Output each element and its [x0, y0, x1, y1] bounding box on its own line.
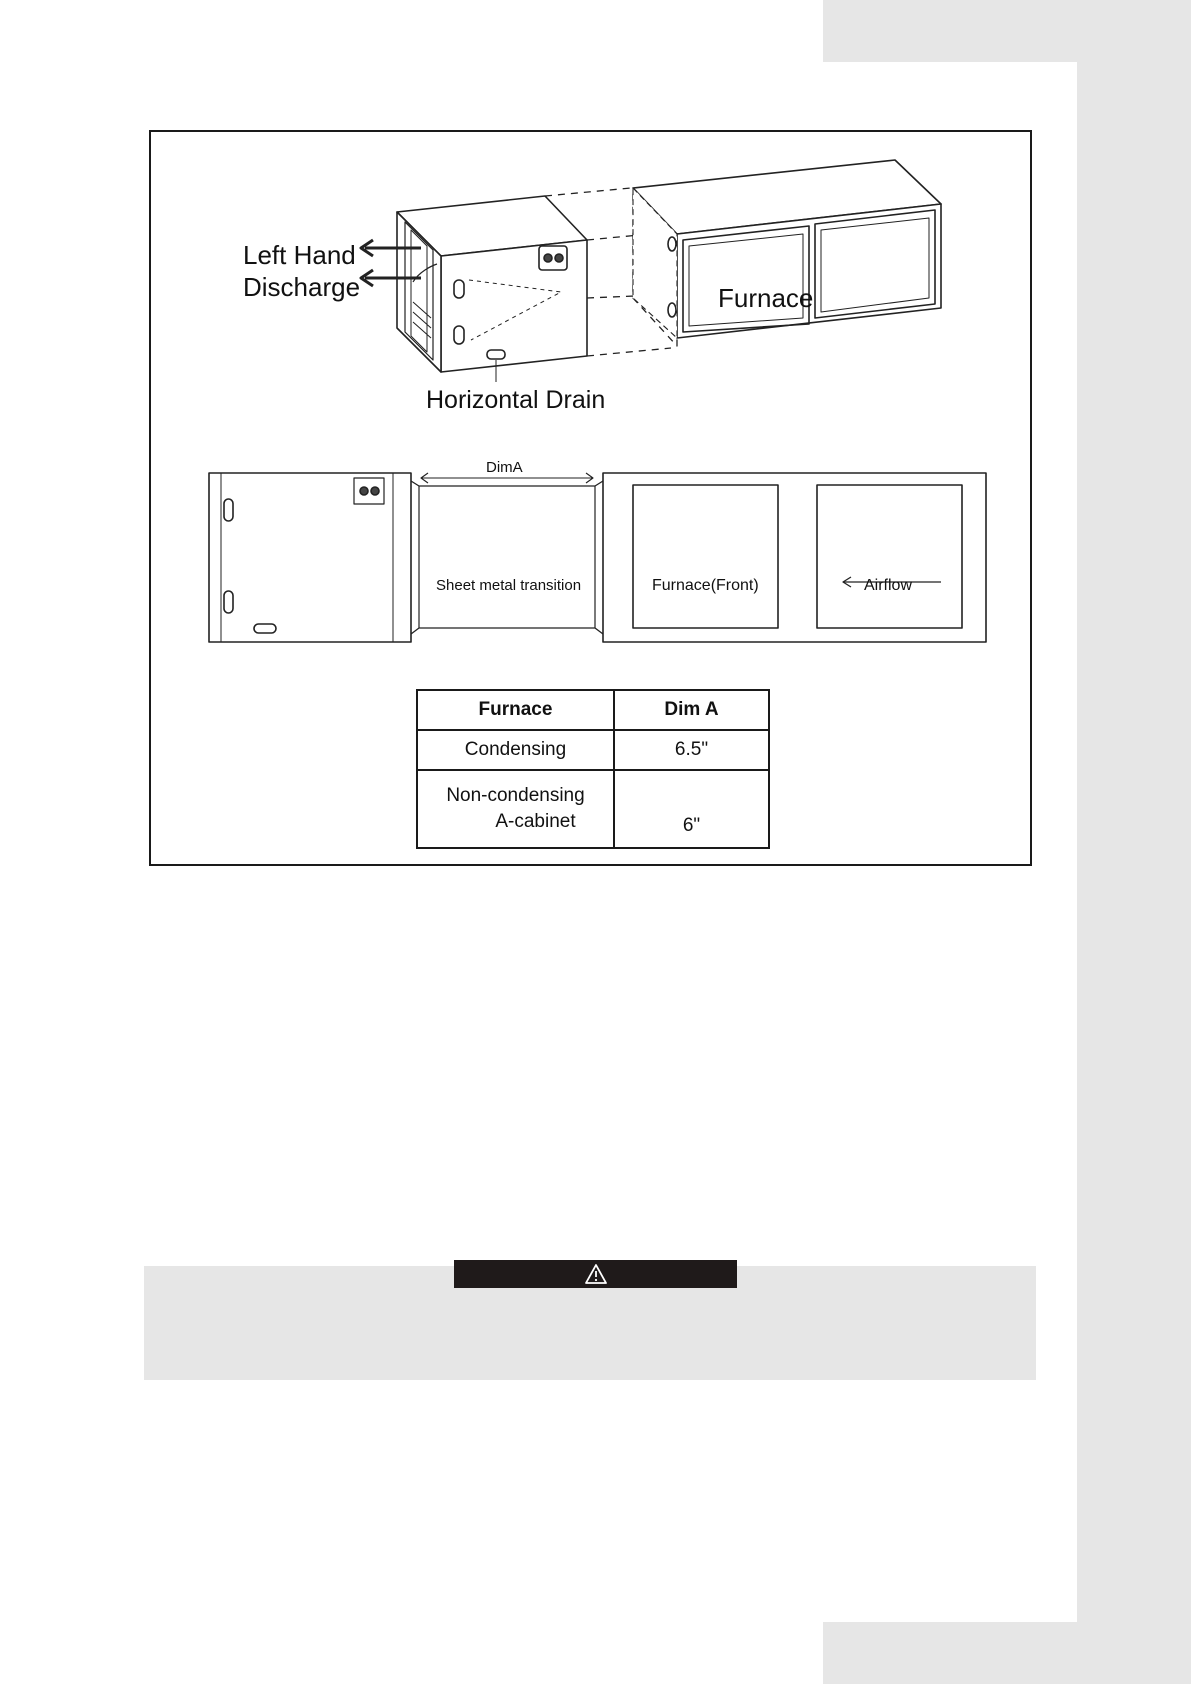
sheet-metal-transition-label: Sheet metal transition	[436, 577, 582, 594]
dim-a-table	[416, 689, 770, 849]
side-view-schematic	[209, 473, 986, 642]
left-hand-discharge-label-line1: Left Hand	[243, 240, 356, 270]
table-cell-furnace: Condensing	[417, 730, 614, 770]
installation-figure	[149, 130, 1032, 866]
table-header-row	[417, 690, 769, 730]
table-row	[417, 770, 769, 848]
table-header-dim-a: Dim A	[614, 690, 769, 730]
table-cell-furnace-line2: A-cabinet	[495, 811, 576, 832]
dim-a-label: DimA	[486, 459, 523, 476]
furnace-label: Furnace	[718, 283, 814, 313]
warning-header-bar	[454, 1260, 737, 1288]
table-header-furnace: Furnace	[417, 690, 614, 730]
table-cell-furnace-line1: Non-condensing	[446, 785, 585, 806]
horizontal-drain-label: Horizontal Drain	[426, 386, 606, 414]
air-handler-iso	[397, 196, 587, 382]
table-cell-dim: 6.5"	[614, 730, 769, 770]
furnace-front-label: Furnace(Front)	[652, 577, 759, 594]
table-cell-furnace	[417, 770, 614, 848]
page-tab-bottom	[823, 1622, 1191, 1684]
airflow-label: Airflow	[864, 577, 913, 594]
page-side-strip	[1077, 0, 1191, 1684]
warning-triangle-icon	[584, 1263, 608, 1285]
table-cell-dim: 6"	[614, 770, 769, 848]
left-hand-discharge-label-line2: Discharge	[243, 272, 361, 302]
table-row	[417, 730, 769, 770]
